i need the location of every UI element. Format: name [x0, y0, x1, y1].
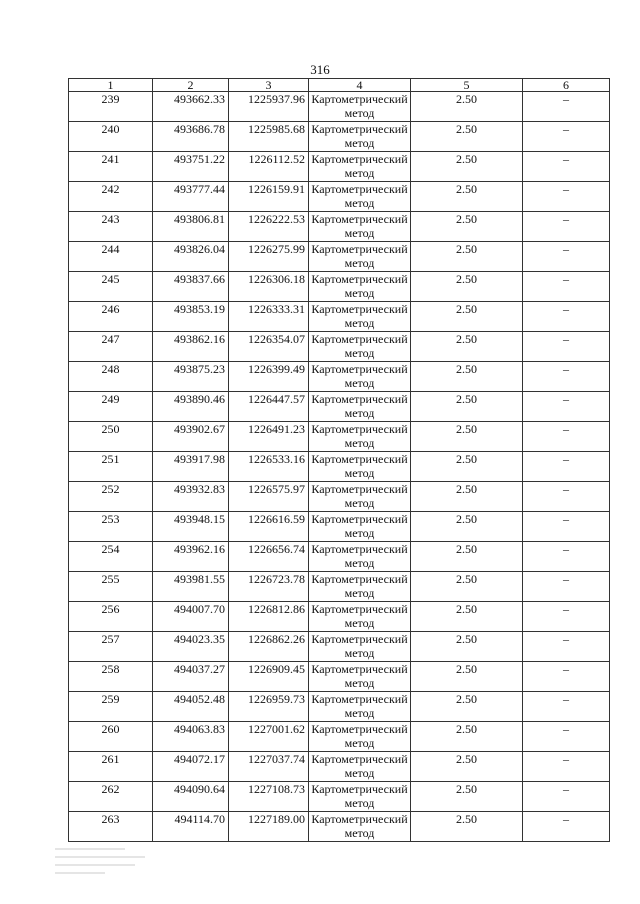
method-cell: Картометрический метод: [309, 272, 411, 302]
point-number-cell: 256: [69, 602, 153, 632]
y-coordinate-cell: 1226959.73: [229, 692, 309, 722]
x-coordinate-cell: 493890.46: [153, 392, 229, 422]
column-header: 1: [69, 79, 153, 92]
table-row: [69, 212, 610, 242]
method-cell: Картометрический метод: [309, 782, 411, 812]
note-cell: –: [523, 752, 610, 782]
y-coordinate-cell: 1226616.59: [229, 512, 309, 542]
point-number-cell: 245: [69, 272, 153, 302]
table-row: [69, 602, 610, 632]
note-cell: –: [523, 632, 610, 662]
table-row: [69, 122, 610, 152]
accuracy-cell: 2.50: [411, 182, 523, 212]
note-cell: –: [523, 572, 610, 602]
x-coordinate-cell: 494072.17: [153, 752, 229, 782]
note-cell: –: [523, 212, 610, 242]
table-row: [69, 752, 610, 782]
y-coordinate-cell: 1226112.52: [229, 152, 309, 182]
method-cell: Картометрический метод: [309, 662, 411, 692]
column-header: 4: [309, 79, 411, 92]
point-number-cell: 254: [69, 542, 153, 572]
method-cell: Картометрический метод: [309, 152, 411, 182]
note-cell: –: [523, 302, 610, 332]
y-coordinate-cell: 1226306.18: [229, 272, 309, 302]
table-row: [69, 542, 610, 572]
note-cell: –: [523, 782, 610, 812]
table-row: [69, 662, 610, 692]
accuracy-cell: 2.50: [411, 752, 523, 782]
accuracy-cell: 2.50: [411, 332, 523, 362]
table-row: [69, 302, 610, 332]
method-cell: Картометрический метод: [309, 242, 411, 272]
note-cell: –: [523, 692, 610, 722]
table-row: [69, 512, 610, 542]
accuracy-cell: 2.50: [411, 782, 523, 812]
table-row: [69, 242, 610, 272]
accuracy-cell: 2.50: [411, 122, 523, 152]
x-coordinate-cell: 493962.16: [153, 542, 229, 572]
point-number-cell: 246: [69, 302, 153, 332]
table-row: [69, 722, 610, 752]
point-number-cell: 252: [69, 482, 153, 512]
note-cell: –: [523, 122, 610, 152]
method-cell: Картометрический метод: [309, 542, 411, 572]
point-number-cell: 249: [69, 392, 153, 422]
column-header: 5: [411, 79, 523, 92]
method-cell: Картометрический метод: [309, 602, 411, 632]
method-cell: Картометрический метод: [309, 482, 411, 512]
y-coordinate-cell: 1226159.91: [229, 182, 309, 212]
x-coordinate-cell: 493686.78: [153, 122, 229, 152]
point-number-cell: 261: [69, 752, 153, 782]
x-coordinate-cell: 493932.83: [153, 482, 229, 512]
accuracy-cell: 2.50: [411, 302, 523, 332]
note-cell: –: [523, 392, 610, 422]
point-number-cell: 243: [69, 212, 153, 242]
table-row: [69, 482, 610, 512]
scan-artifact: [55, 842, 155, 892]
x-coordinate-cell: 494063.83: [153, 722, 229, 752]
x-coordinate-cell: 493902.67: [153, 422, 229, 452]
table-row: [69, 272, 610, 302]
accuracy-cell: 2.50: [411, 452, 523, 482]
x-coordinate-cell: 493981.55: [153, 572, 229, 602]
y-coordinate-cell: 1226399.49: [229, 362, 309, 392]
y-coordinate-cell: 1225985.68: [229, 122, 309, 152]
note-cell: –: [523, 272, 610, 302]
x-coordinate-cell: 494114.70: [153, 812, 229, 842]
y-coordinate-cell: 1226275.99: [229, 242, 309, 272]
method-cell: Картометрический метод: [309, 422, 411, 452]
method-cell: Картометрический метод: [309, 722, 411, 752]
y-coordinate-cell: 1227037.74: [229, 752, 309, 782]
x-coordinate-cell: 493917.98: [153, 452, 229, 482]
accuracy-cell: 2.50: [411, 542, 523, 572]
y-coordinate-cell: 1227001.62: [229, 722, 309, 752]
x-coordinate-cell: 494090.64: [153, 782, 229, 812]
point-number-cell: 260: [69, 722, 153, 752]
y-coordinate-cell: 1226447.57: [229, 392, 309, 422]
method-cell: Картометрический метод: [309, 332, 411, 362]
method-cell: Картометрический метод: [309, 392, 411, 422]
point-number-cell: 239: [69, 92, 153, 122]
accuracy-cell: 2.50: [411, 692, 523, 722]
y-coordinate-cell: 1227108.73: [229, 782, 309, 812]
table-row: [69, 452, 610, 482]
x-coordinate-cell: 493662.33: [153, 92, 229, 122]
accuracy-cell: 2.50: [411, 242, 523, 272]
method-cell: Картометрический метод: [309, 632, 411, 662]
x-coordinate-cell: 494007.70: [153, 602, 229, 632]
accuracy-cell: 2.50: [411, 512, 523, 542]
point-number-cell: 247: [69, 332, 153, 362]
note-cell: –: [523, 92, 610, 122]
table-row: [69, 782, 610, 812]
method-cell: Картометрический метод: [309, 302, 411, 332]
accuracy-cell: 2.50: [411, 602, 523, 632]
point-number-cell: 248: [69, 362, 153, 392]
note-cell: –: [523, 182, 610, 212]
note-cell: –: [523, 452, 610, 482]
point-number-cell: 253: [69, 512, 153, 542]
accuracy-cell: 2.50: [411, 422, 523, 452]
accuracy-cell: 2.50: [411, 362, 523, 392]
x-coordinate-cell: 493862.16: [153, 332, 229, 362]
x-coordinate-cell: 493806.81: [153, 212, 229, 242]
table-row: [69, 632, 610, 662]
column-header: 6: [523, 79, 610, 92]
y-coordinate-cell: 1226222.53: [229, 212, 309, 242]
x-coordinate-cell: 493875.23: [153, 362, 229, 392]
table-row: [69, 422, 610, 452]
note-cell: –: [523, 362, 610, 392]
table-row: [69, 152, 610, 182]
note-cell: –: [523, 152, 610, 182]
page-number: 316: [310, 62, 330, 77]
accuracy-cell: 2.50: [411, 482, 523, 512]
x-coordinate-cell: 494052.48: [153, 692, 229, 722]
accuracy-cell: 2.50: [411, 632, 523, 662]
note-cell: –: [523, 332, 610, 362]
accuracy-cell: 2.50: [411, 662, 523, 692]
method-cell: Картометрический метод: [309, 752, 411, 782]
method-cell: Картометрический метод: [309, 692, 411, 722]
point-number-cell: 242: [69, 182, 153, 212]
x-coordinate-cell: 493853.19: [153, 302, 229, 332]
y-coordinate-cell: 1226723.78: [229, 572, 309, 602]
note-cell: –: [523, 542, 610, 572]
point-number-cell: 257: [69, 632, 153, 662]
note-cell: –: [523, 662, 610, 692]
method-cell: Картометрический метод: [309, 212, 411, 242]
note-cell: –: [523, 422, 610, 452]
point-number-cell: 263: [69, 812, 153, 842]
method-cell: Картометрический метод: [309, 362, 411, 392]
y-coordinate-cell: 1226533.16: [229, 452, 309, 482]
y-coordinate-cell: 1226575.97: [229, 482, 309, 512]
point-number-cell: 250: [69, 422, 153, 452]
method-cell: Картометрический метод: [309, 812, 411, 842]
x-coordinate-cell: 494037.27: [153, 662, 229, 692]
y-coordinate-cell: 1226491.23: [229, 422, 309, 452]
table-body: [69, 92, 610, 842]
table-row: [69, 182, 610, 212]
accuracy-cell: 2.50: [411, 212, 523, 242]
accuracy-cell: 2.50: [411, 812, 523, 842]
column-header: 3: [229, 79, 309, 92]
note-cell: –: [523, 242, 610, 272]
table-row: [69, 92, 610, 122]
table-row: [69, 812, 610, 842]
y-coordinate-cell: 1226812.86: [229, 602, 309, 632]
accuracy-cell: 2.50: [411, 392, 523, 422]
accuracy-cell: 2.50: [411, 152, 523, 182]
accuracy-cell: 2.50: [411, 572, 523, 602]
table-row: [69, 692, 610, 722]
y-coordinate-cell: 1227189.00: [229, 812, 309, 842]
method-cell: Картометрический метод: [309, 122, 411, 152]
note-cell: –: [523, 482, 610, 512]
table-row: [69, 572, 610, 602]
note-cell: –: [523, 602, 610, 632]
point-number-cell: 241: [69, 152, 153, 182]
column-header: 2: [153, 79, 229, 92]
method-cell: Картометрический метод: [309, 572, 411, 602]
y-coordinate-cell: 1226354.07: [229, 332, 309, 362]
note-cell: –: [523, 512, 610, 542]
table-row: [69, 362, 610, 392]
accuracy-cell: 2.50: [411, 272, 523, 302]
x-coordinate-cell: 493948.15: [153, 512, 229, 542]
method-cell: Картометрический метод: [309, 182, 411, 212]
point-number-cell: 240: [69, 122, 153, 152]
accuracy-cell: 2.50: [411, 92, 523, 122]
method-cell: Картометрический метод: [309, 512, 411, 542]
x-coordinate-cell: 493826.04: [153, 242, 229, 272]
note-cell: –: [523, 812, 610, 842]
x-coordinate-cell: 493777.44: [153, 182, 229, 212]
method-cell: Картометрический метод: [309, 92, 411, 122]
y-coordinate-cell: 1226333.31: [229, 302, 309, 332]
table-row: [69, 392, 610, 422]
coordinates-table: [68, 78, 610, 842]
x-coordinate-cell: 494023.35: [153, 632, 229, 662]
point-number-cell: 262: [69, 782, 153, 812]
point-number-cell: 258: [69, 662, 153, 692]
x-coordinate-cell: 493751.22: [153, 152, 229, 182]
table-header-row: [69, 79, 610, 92]
method-cell: Картометрический метод: [309, 452, 411, 482]
table-row: [69, 332, 610, 362]
note-cell: –: [523, 722, 610, 752]
y-coordinate-cell: 1225937.96: [229, 92, 309, 122]
point-number-cell: 259: [69, 692, 153, 722]
y-coordinate-cell: 1226909.45: [229, 662, 309, 692]
y-coordinate-cell: 1226862.26: [229, 632, 309, 662]
y-coordinate-cell: 1226656.74: [229, 542, 309, 572]
x-coordinate-cell: 493837.66: [153, 272, 229, 302]
point-number-cell: 255: [69, 572, 153, 602]
point-number-cell: 251: [69, 452, 153, 482]
accuracy-cell: 2.50: [411, 722, 523, 752]
point-number-cell: 244: [69, 242, 153, 272]
